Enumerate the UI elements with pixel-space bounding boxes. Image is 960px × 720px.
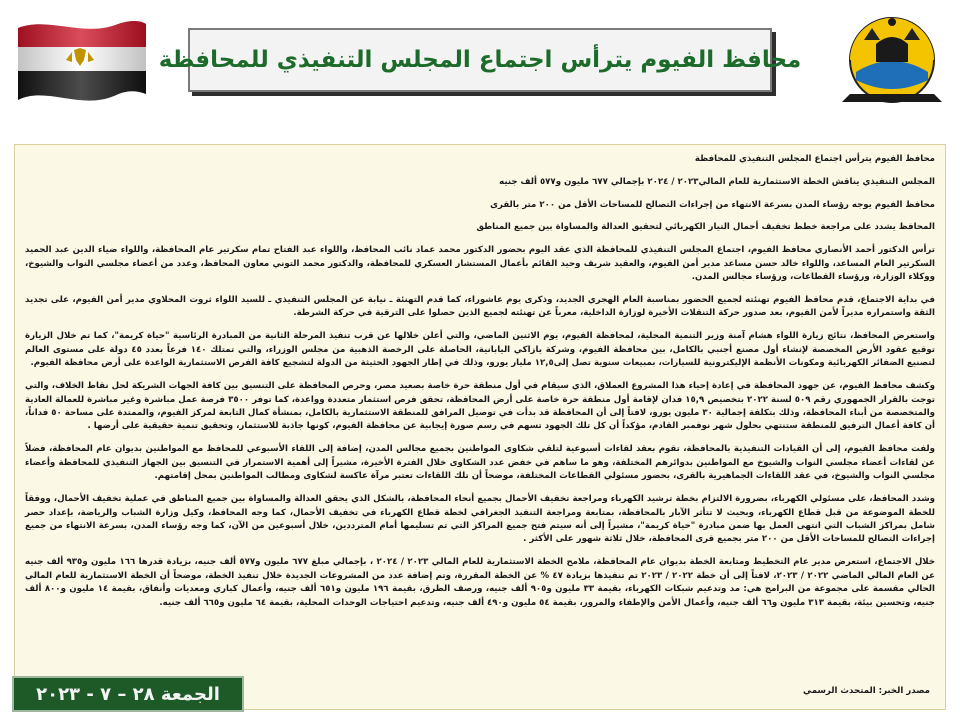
paragraph-1: ترأس الدكتور أحمد الأنصاري محافظ الفيوم، اجتماع المجلس التنفيذي للمحافظة الذي عقد اليوم بحضور الدكتور محمد عماد نائب المحافظ، واللواء عبد الفتاح تمام سكرتير عام المحافظة، واللواء ضياء الدين عبد الحميد السكرتير العام المساعد، واللواء خالد حسن مساعد مدير أمن الفيوم، والعقيد شريف وحيد القائم بأعمال المستشار العسكري للمحافظة، والدكتور محمد التوني معاون المحافظ، وعدد من أعضاء مجلسي النواب والشيوخ، ووكلاء الوزارة، ورؤساء القطاعات، ورؤساء مجالس المدن.: [25, 245, 935, 282]
date-label: الجمعة ٢٨ – ٧ - ٢٠٢٣: [36, 683, 220, 705]
date-banner: [12, 676, 244, 712]
paragraph-3: واستعرض المحافظ، نتائج زيارة اللواء هشام آمنة وزير التنمية المحلية، لمحافظة الفيوم، يوم الاثنين الماضي، والتي أعلن خلالها عن قرب تنفيذ المرحلة الثانية من المبادرة الرئاسية "حياة كريمة"، كما تم خلال الزيارة توقيع عقود الأرض المخصصة لإنشاء أول مصنع أجنبي بالكامل، بين محافظة الفيوم، وشركة يازاكي اليابانية، الحاصلة على الرخصة الذهبية من مجلس الوزراء، والتي تمتلك ١٤٠ فرعاً بعدد ٤٥ دولة على مستوى العالم لتصنيع الضفائر الكهربائية ومكونات الأنظمة الإليكترونية للسيارات، بمبيعات سنوية تصل إلى١٢,٥ مليار يورو، وذلك في إطار الجهود الحثيثة من الدولة لتشجيع كافة الفرص الاستثمارية الواعدة على أرض محافظة الفيوم.: [25, 331, 935, 369]
headline-4: المحافظ يشدد على مراجعة خطط تخفيف أحمال التيار الكهربائي لتحقيق العدالة والمساواة بين جميع المناطق: [476, 222, 935, 233]
paragraph-2: في بداية الاجتماع، قدم محافظ الفيوم تهنئته لجميع الحضور بمناسبة العام الهجري الجديد، وذكرى يوم عاشوراء، كما قدم التهنئة ـ نيابة عن المجلس التنفيذي ـ للسيد اللواء ثروت المحلاوي مدير أمن الفيوم، على تجديد الثقة واستمراره مديراً لأمن الفيوم، بعد صدور حركة التنقلات الأخيرة لوزارة الداخلية، معرباً عن تهنئته لجميع الذين حصلوا على الترقية في حركة الشرطة.: [25, 295, 935, 319]
egypt-flag-icon: [14, 14, 148, 104]
page-title: محافظ الفيوم يترأس اجتماع المجلس التنفيذي للمحافظة: [158, 47, 802, 73]
paragraph-7: خلال الاجتماع، استعرض مدير عام التخطيط ومتابعة الخطة بديوان عام المحافظة، ملامح الخطة الاستثمارية للعام المالي ٢٠٢٣ / ٢٠٢٤ ، بإجمالي مبلغ ٦٧٧ مليون و٥٧٧ ألف جنيه، بزيادة قدرها ١٦٦ مليون و٩٣٥ ألف جنيه عن العام المالي الماضي ٢٠٢٢ / ٢٠٢٣، لافتاً إلى أن خطة ٢٠٢٢ / ٢٠٢٣ تم تنفيذها بزيادة ٤٧ % عن الخطة المقررة، وتم إضافة عدد من المشروعات الجديدة خلال تنفيذ الخطة، موضحاً أن الخطة الاستثمارية للعام المالي الحالي مقسمة على مجموعة من البرامج هي: مد وتدعيم شبكات الكهرباء، بقيمة ٣٣ مليون و٩٠٥ ألف جنيه، ورصف الطرق، بقيمة ١٩٦ مليون و٦٥١ ألف جنيه، وأعمال كباري ومعديات وأنفاق، بقيمة ١٤ مليون و٨٠٠ ألف جنيه، وتحسين بيئة، بقيمة ٣١٣ مليون و٦٦ ألف جنيه، وأعمال الأمن والإطفاء والمرور، بقيمة ٥٤ مليون و٤٩٠ ألف جنيه، وتدعيم احتياجات الوحدات المحلية، بقيمة ٦٤ مليون و٦٦٥ ألف جنيه.: [25, 557, 936, 608]
headline-2: المجلس التنفيذي يناقش الخطة الاستثمارية للعام المالي٢٠٢٣ / ٢٠٢٤ بإجمالي ٦٧٧ مليون و٥٧٧ ألف جنيه: [499, 176, 935, 187]
headline-1: محافظ الفيوم يترأس اجتماع المجلس التنفيذي للمحافظة: [694, 154, 935, 164]
paragraph-5: ولفت محافظ الفيوم، إلى أن القيادات التنفيذية بالمحافظة، تقوم بعقد لقاءات أسبوعية لتلقي شكاوى المواطنين بجميع مجالس المدن، إضافة إلى اللقاء الأسبوعي للمحافظ مع المواطنين بديوان عام المحافظة، فضلاً عن لقاءات أعضاء مجلسي النواب والشيوخ مع المواطنين بدوائرهم المختلفة، وهو ما ساهم في خفض عدد الشكاوى خلال الفترة الأخيرة، مشيراً إلى أهمية الاستمرار في التنسيق بين الجهاز التنفيذي للمحافظة وأعضاء مجلسي النواب والشيوخ، في عقد اللقاءات الجماهيرية بالقرى، بحضور مسئولي القطاعات المختلفة، موضحاً أن تلك اللقاءات تعتبر مرآة عاكسة لشكاوى ومطالب المواطنين بمحل إقامتهم.: [25, 444, 935, 482]
headline-3: محافظ الفيوم يوجه رؤساء المدن بسرعة الانتهاء من إجراءات التصالح للمساحات الأقل من ٢٠٠ متر بالقرى: [490, 199, 935, 210]
paragraph-4: وكشف محافظ الفيوم، عن جهود المحافظة في إعادة إحياء هذا المشروع العملاق، الذي سيقام في أول منطقة حرة خاصة بصعيد مصر، وحرص المحافظة على التنسيق بين كافة الجهات الشريكة لحل نقاط الخلاف، والتي توجت بالقرار الجمهوري رقم ٥٠٩ لسنة ٢٠٢٢ بتخصيص ١٥,٩ فدان لإقامة أول منطقة حرة خاصة على أرض المحافظة، تحقق فرص استثمار متعددة وواعدة، كما توفر ٣٥٠٠ فرصة عمل مباشرة وغير مباشرة للعمالة العادية والمتخصصة من أبناء المحافظة، وذلك بتكلفة إجمالية ٣٠ مليون يورو، لافتاً إلى أن المحافظة قد بدأت في توصيل المرافق للمنطقة الاستثمارية بالكامل، بمنشأة كمال التابعة لمركز الفيوم، والممتدة على مساحة ٥٠ فداناً، أن كافة أعمال الترفيق للمنطقة ستنتهي بحلول شهر نوفمبر القادم، مؤكداً أن كل تلك الجهود تسهم في رسم صورة إيجابية عن محافظة الفيوم، كونها جاذبة للاستثمار، وتحقيق تنمية حقيقية على أرضها .: [25, 381, 936, 432]
paragraph-6: وشدد المحافظ، على مسئولي الكهرباء، بضرورة الالتزام بخطة ترشيد الكهرباء ومراجعة تخفيف الأحمال بجميع أنحاء المحافظة، بالشكل الذي يحقق العدالة والمساواة بين جميع المناطق في عملية تخفيف الأحمال، ووفقاً للخطة الموضوعة من قبل قطاع الكهرباء، وبحيث لا تتأثر الآبار بالمحافظة، بمتابعة ومراجعة التنفيذ الجغرافي لخطة قطاع الكهرباء في تخفيف الأحمال، كما وجه المحافظ، وكيل وزارة الشباب والرياضة، بإعداد حصر شامل بمراكز الشباب التي انتهى العمل بها ضمن مبادرة "حياة كريمة"، مشيراً إلى أنه سيتم فتح جميع المراكز التي تم تسليمها أمام المترددين، خلال أسبوعين من الآن، كما وجه رؤساء المدن، بسرعة الانتهاء من جميع إجراءات التصالح للمساحات الأقل من ٢٠٠ متر بجميع قرى المحافظة، خلال ثلاثة شهور على الأكثر .: [25, 494, 935, 545]
title-banner: [158, 28, 802, 92]
article-body: [14, 144, 946, 710]
fayoum-governorate-logo-icon: [836, 10, 948, 110]
news-source: مصدر الخبر: المتحدث الرسمي: [803, 686, 930, 696]
